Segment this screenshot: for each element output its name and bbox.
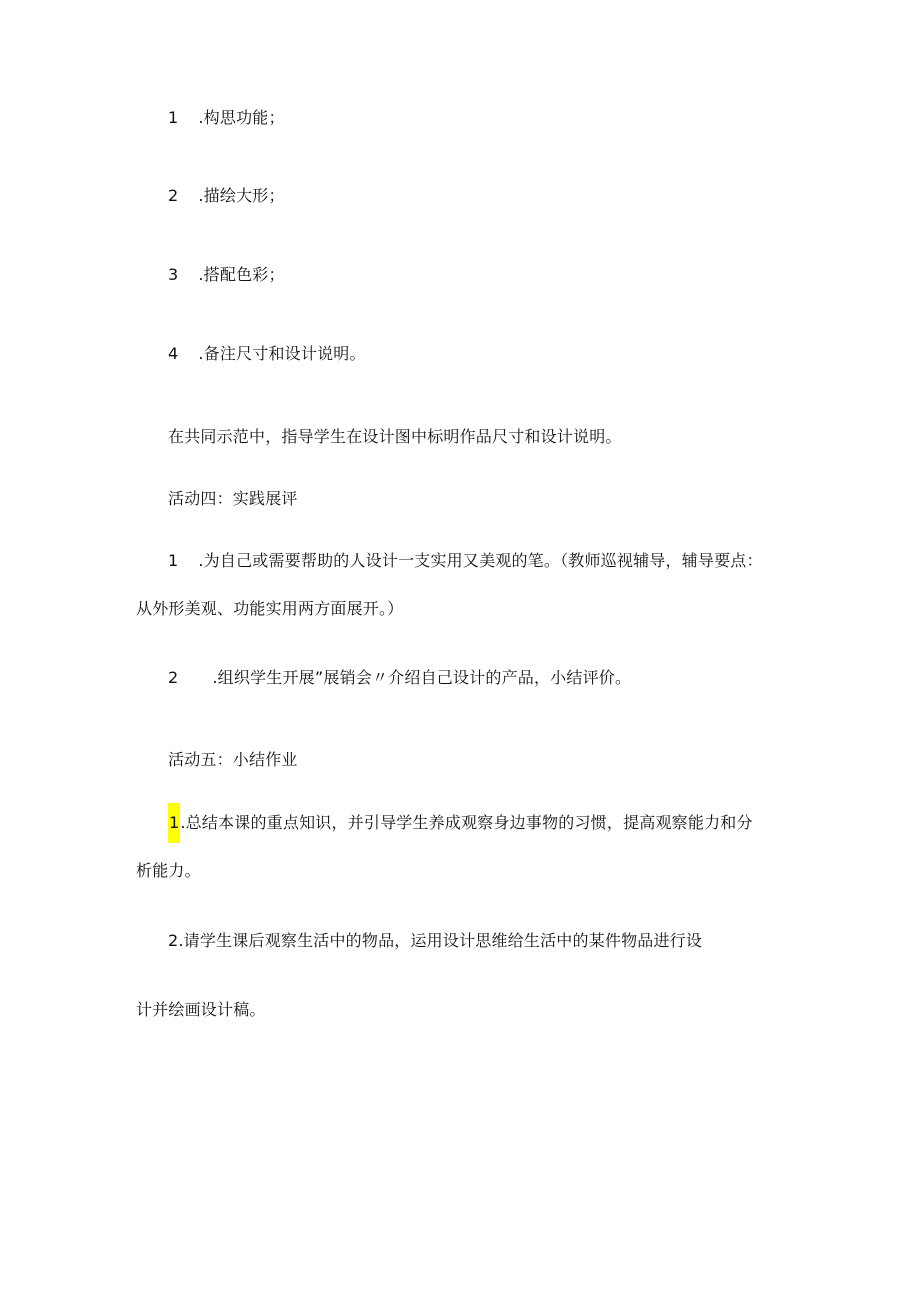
step-2	[168, 186, 285, 206]
demo-note: 在共同示范中，指导学生在设计图中标明作品尺寸和设计说明。	[168, 427, 622, 446]
activity-4-item-2	[168, 668, 631, 688]
step-3	[168, 265, 285, 285]
step-1-number: 1	[168, 108, 179, 127]
step-1-text: .构思功能；	[198, 108, 285, 127]
activity-4-title: 活动四：实践展评	[168, 489, 298, 508]
activity-5-title: 活动五：小结作业	[168, 750, 298, 769]
activity-4-item-2-number: 2	[168, 668, 179, 687]
step-3-number: 3	[168, 265, 179, 284]
activity-4-item-1-cont: 从外形美观、功能实用两方面展开。）	[136, 599, 404, 618]
activity-5-item-2: 2.请学生课后观察生活中的物品，运用设计思维给生活中的某件物品进行设	[168, 931, 703, 950]
step-2-text: .描绘大形；	[198, 186, 285, 205]
step-2-number: 2	[168, 186, 179, 205]
activity-4-item-1-text: .为自己或需要帮助的人设计一支实用又美观的笔。（教师巡视辅导，辅导要点：	[198, 551, 763, 570]
activity-4-item-1-number: 1	[168, 551, 179, 570]
step-4	[168, 344, 366, 364]
activity-5-item-2-cont: 计并绘画设计稿。	[136, 1000, 266, 1019]
activity-4-item-2-text: .组织学生开展”展销会〃介绍自己设计的产品，小结评价。	[212, 668, 632, 687]
step-4-text: .备注尺寸和设计说明。	[198, 344, 366, 363]
step-3-text: .搭配色彩；	[198, 265, 285, 284]
activity-5-item-1-number: 1	[168, 803, 180, 843]
activity-5-item-1	[168, 813, 753, 833]
activity-5-item-1-text: .总结本课的重点知识，并引导学生养成观察身边事物的习惯，提高观察能力和分	[180, 813, 753, 832]
step-4-number: 4	[168, 344, 179, 363]
activity-5-item-1-cont: 析能力。	[136, 861, 201, 880]
activity-4-item-1	[168, 551, 763, 571]
step-1	[168, 108, 285, 128]
